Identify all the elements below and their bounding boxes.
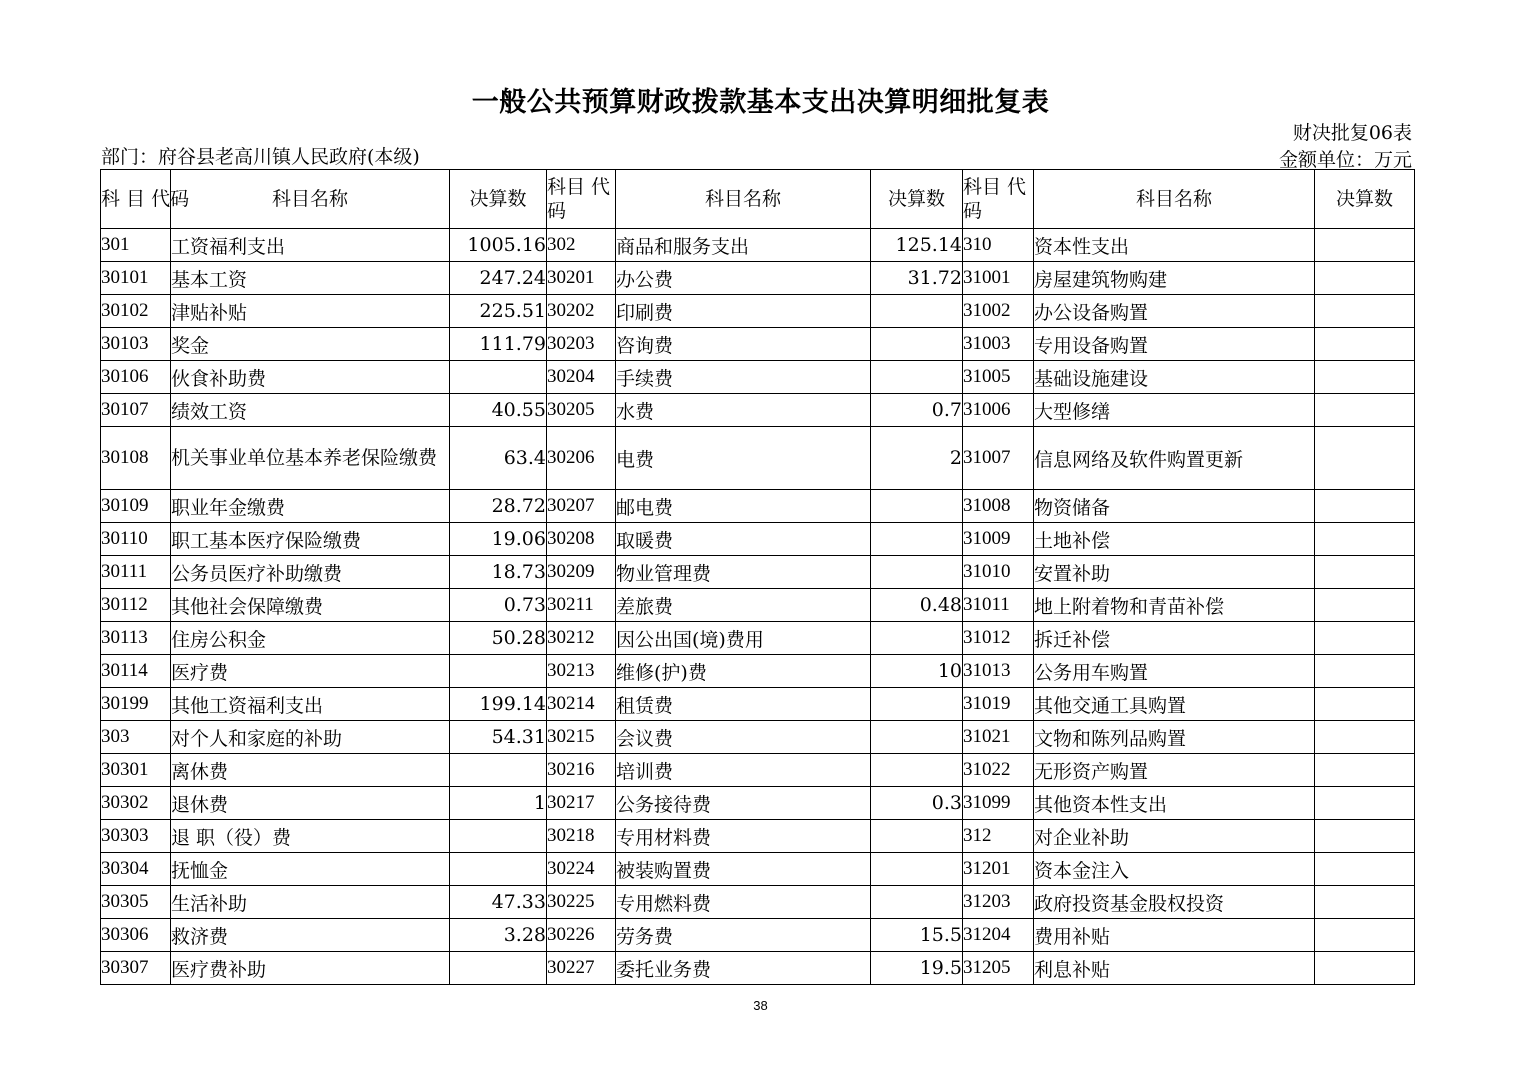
name-cell: 资本金注入 bbox=[1034, 853, 1315, 886]
name-cell: 其他交通工具购置 bbox=[1034, 688, 1315, 721]
name-cell: 公务接待费 bbox=[616, 787, 871, 820]
code-cell: 30207 bbox=[547, 490, 616, 523]
amount-cell: 2 bbox=[871, 427, 963, 490]
name-cell: 基础设施建设 bbox=[1034, 361, 1315, 394]
code-cell: 30113 bbox=[101, 622, 171, 655]
amount-cell bbox=[1315, 622, 1415, 655]
code-cell: 31001 bbox=[963, 262, 1034, 295]
code-cell: 30217 bbox=[547, 787, 616, 820]
table-row bbox=[101, 754, 1415, 787]
amount-cell bbox=[871, 622, 963, 655]
amount-cell bbox=[871, 688, 963, 721]
name-cell: 土地补偿 bbox=[1034, 523, 1315, 556]
header-name-3: 科目名称 bbox=[1034, 170, 1315, 229]
amount-cell: 225.51 bbox=[450, 295, 547, 328]
table-row bbox=[101, 295, 1415, 328]
code-cell: 31012 bbox=[963, 622, 1034, 655]
amount-cell bbox=[450, 952, 547, 985]
amount-cell bbox=[1315, 787, 1415, 820]
code-cell: 31008 bbox=[963, 490, 1034, 523]
amount-cell bbox=[871, 853, 963, 886]
amount-cell: 19.06 bbox=[450, 523, 547, 556]
name-cell: 费用补贴 bbox=[1034, 919, 1315, 952]
code-cell: 31005 bbox=[963, 361, 1034, 394]
amount-cell: 1 bbox=[450, 787, 547, 820]
table-row bbox=[101, 919, 1415, 952]
amount-cell: 63.4 bbox=[450, 427, 547, 490]
name-cell: 手续费 bbox=[616, 361, 871, 394]
name-cell: 职业年金缴费 bbox=[171, 490, 450, 523]
page-number: 38 bbox=[753, 998, 768, 1013]
table-row bbox=[101, 427, 1415, 490]
header-amount-1: 决算数 bbox=[450, 170, 547, 229]
table-row bbox=[101, 589, 1415, 622]
name-cell: 抚恤金 bbox=[171, 853, 450, 886]
name-cell: 其他资本性支出 bbox=[1034, 787, 1315, 820]
name-cell: 其他社会保障缴费 bbox=[171, 589, 450, 622]
amount-cell: 28.72 bbox=[450, 490, 547, 523]
code-cell: 30110 bbox=[101, 523, 171, 556]
name-cell: 医疗费 bbox=[171, 655, 450, 688]
amount-cell bbox=[1315, 262, 1415, 295]
amount-cell: 247.24 bbox=[450, 262, 547, 295]
name-cell: 对个人和家庭的补助 bbox=[171, 721, 450, 754]
amount-cell bbox=[871, 721, 963, 754]
name-cell: 咨询费 bbox=[616, 328, 871, 361]
amount-cell: 47.33 bbox=[450, 886, 547, 919]
amount-cell bbox=[871, 490, 963, 523]
name-cell: 工资福利支出 bbox=[171, 229, 450, 262]
code-cell: 30206 bbox=[547, 427, 616, 490]
name-cell: 物业管理费 bbox=[616, 556, 871, 589]
amount-cell bbox=[871, 328, 963, 361]
name-cell: 生活补助 bbox=[171, 886, 450, 919]
code-cell: 30218 bbox=[547, 820, 616, 853]
amount-cell bbox=[1315, 589, 1415, 622]
code-cell: 31019 bbox=[963, 688, 1034, 721]
name-cell: 办公费 bbox=[616, 262, 871, 295]
amount-cell: 40.55 bbox=[450, 394, 547, 427]
amount-cell bbox=[450, 361, 547, 394]
name-cell: 政府投资基金股权投资 bbox=[1034, 886, 1315, 919]
code-cell: 30227 bbox=[547, 952, 616, 985]
code-cell: 31002 bbox=[963, 295, 1034, 328]
code-cell: 30216 bbox=[547, 754, 616, 787]
table-row bbox=[101, 952, 1415, 985]
name-cell: 其他工资福利支出 bbox=[171, 688, 450, 721]
name-cell: 房屋建筑物购建 bbox=[1034, 262, 1315, 295]
amount-cell bbox=[450, 655, 547, 688]
form-number: 财决批复06表 bbox=[1292, 122, 1412, 144]
name-cell: 信息网络及软件购置更新 bbox=[1034, 427, 1315, 490]
header-name-1: 科目名称 bbox=[171, 170, 450, 229]
code-cell: 31205 bbox=[963, 952, 1034, 985]
amount-cell bbox=[1315, 394, 1415, 427]
code-cell: 31013 bbox=[963, 655, 1034, 688]
code-cell: 31009 bbox=[963, 523, 1034, 556]
code-cell: 31011 bbox=[963, 589, 1034, 622]
budget-detail-table bbox=[100, 169, 1415, 985]
name-cell: 无形资产购置 bbox=[1034, 754, 1315, 787]
code-cell: 31021 bbox=[963, 721, 1034, 754]
code-cell: 30304 bbox=[101, 853, 171, 886]
code-cell: 30112 bbox=[101, 589, 171, 622]
name-cell: 奖金 bbox=[171, 328, 450, 361]
code-cell: 30203 bbox=[547, 328, 616, 361]
code-cell: 30215 bbox=[547, 721, 616, 754]
code-cell: 30307 bbox=[101, 952, 171, 985]
amount-cell bbox=[871, 523, 963, 556]
code-cell: 30109 bbox=[101, 490, 171, 523]
code-cell: 30199 bbox=[101, 688, 171, 721]
table-row bbox=[101, 229, 1415, 262]
header-code-3: 科目 代码 bbox=[963, 170, 1034, 229]
table-row bbox=[101, 523, 1415, 556]
code-cell: 30114 bbox=[101, 655, 171, 688]
name-cell: 商品和服务支出 bbox=[616, 229, 871, 262]
amount-cell bbox=[1315, 556, 1415, 589]
name-cell: 绩效工资 bbox=[171, 394, 450, 427]
header-name-2: 科目名称 bbox=[616, 170, 871, 229]
amount-unit: 金额单位：万元 bbox=[1278, 149, 1412, 171]
code-cell: 310 bbox=[963, 229, 1034, 262]
amount-cell: 19.5 bbox=[871, 952, 963, 985]
name-cell: 公务员医疗补助缴费 bbox=[171, 556, 450, 589]
code-cell: 30306 bbox=[101, 919, 171, 952]
amount-cell: 1005.16 bbox=[450, 229, 547, 262]
name-cell: 基本工资 bbox=[171, 262, 450, 295]
code-cell: 30201 bbox=[547, 262, 616, 295]
code-cell: 31099 bbox=[963, 787, 1034, 820]
table-row bbox=[101, 556, 1415, 589]
amount-cell bbox=[871, 556, 963, 589]
code-cell: 31007 bbox=[963, 427, 1034, 490]
amount-cell bbox=[1315, 688, 1415, 721]
amount-cell bbox=[1315, 229, 1415, 262]
table-row bbox=[101, 820, 1415, 853]
name-cell: 物资储备 bbox=[1034, 490, 1315, 523]
name-cell: 培训费 bbox=[616, 754, 871, 787]
table-row bbox=[101, 853, 1415, 886]
header-code-1: 科 目 代码 bbox=[101, 170, 171, 229]
name-cell: 离休费 bbox=[171, 754, 450, 787]
code-cell: 31022 bbox=[963, 754, 1034, 787]
table-row bbox=[101, 721, 1415, 754]
name-cell: 劳务费 bbox=[616, 919, 871, 952]
code-cell: 31003 bbox=[963, 328, 1034, 361]
code-cell: 30301 bbox=[101, 754, 171, 787]
table-body bbox=[101, 229, 1415, 985]
amount-cell bbox=[450, 754, 547, 787]
amount-cell bbox=[1315, 361, 1415, 394]
code-cell: 312 bbox=[963, 820, 1034, 853]
amount-cell: 15.5 bbox=[871, 919, 963, 952]
amount-cell bbox=[1315, 721, 1415, 754]
name-cell: 伙食补助费 bbox=[171, 361, 450, 394]
amount-cell: 0.7 bbox=[871, 394, 963, 427]
amount-cell bbox=[450, 820, 547, 853]
code-cell: 30111 bbox=[101, 556, 171, 589]
name-cell: 电费 bbox=[616, 427, 871, 490]
amount-cell bbox=[450, 853, 547, 886]
table-title: 一般公共预算财政拨款基本支出决算明细批复表 bbox=[471, 87, 1050, 118]
amount-cell: 10 bbox=[871, 655, 963, 688]
name-cell: 专用设备购置 bbox=[1034, 328, 1315, 361]
name-cell: 水费 bbox=[616, 394, 871, 427]
name-cell: 退休费 bbox=[171, 787, 450, 820]
name-cell: 津贴补贴 bbox=[171, 295, 450, 328]
name-cell: 文物和陈列品购置 bbox=[1034, 721, 1315, 754]
name-cell: 安置补助 bbox=[1034, 556, 1315, 589]
table-row bbox=[101, 490, 1415, 523]
code-cell: 30214 bbox=[547, 688, 616, 721]
code-cell: 31010 bbox=[963, 556, 1034, 589]
name-cell: 拆迁补偿 bbox=[1034, 622, 1315, 655]
amount-cell bbox=[1315, 328, 1415, 361]
name-cell: 退 职（役）费 bbox=[171, 820, 450, 853]
code-cell: 31006 bbox=[963, 394, 1034, 427]
code-cell: 30205 bbox=[547, 394, 616, 427]
department-label: 部门：府谷县老高川镇人民政府(本级) bbox=[101, 146, 420, 168]
name-cell: 取暖费 bbox=[616, 523, 871, 556]
code-cell: 30103 bbox=[101, 328, 171, 361]
code-cell: 30302 bbox=[101, 787, 171, 820]
amount-cell: 3.28 bbox=[450, 919, 547, 952]
code-cell: 30202 bbox=[547, 295, 616, 328]
name-cell: 邮电费 bbox=[616, 490, 871, 523]
code-cell: 30101 bbox=[101, 262, 171, 295]
code-cell: 30108 bbox=[101, 427, 171, 490]
amount-cell bbox=[1315, 886, 1415, 919]
name-cell: 差旅费 bbox=[616, 589, 871, 622]
name-cell: 地上附着物和青苗补偿 bbox=[1034, 589, 1315, 622]
amount-cell bbox=[1315, 754, 1415, 787]
amount-cell: 125.14 bbox=[871, 229, 963, 262]
table-row bbox=[101, 655, 1415, 688]
code-cell: 30106 bbox=[101, 361, 171, 394]
amount-cell: 0.48 bbox=[871, 589, 963, 622]
name-cell: 印刷费 bbox=[616, 295, 871, 328]
name-cell: 住房公积金 bbox=[171, 622, 450, 655]
name-cell: 公务用车购置 bbox=[1034, 655, 1315, 688]
amount-cell: 199.14 bbox=[450, 688, 547, 721]
code-cell: 30225 bbox=[547, 886, 616, 919]
table-row bbox=[101, 622, 1415, 655]
code-cell: 31201 bbox=[963, 853, 1034, 886]
code-cell: 30213 bbox=[547, 655, 616, 688]
table-row bbox=[101, 262, 1415, 295]
amount-cell bbox=[1315, 952, 1415, 985]
name-cell: 资本性支出 bbox=[1034, 229, 1315, 262]
amount-cell: 54.31 bbox=[450, 721, 547, 754]
amount-cell: 111.79 bbox=[450, 328, 547, 361]
table-row bbox=[101, 886, 1415, 919]
amount-cell: 50.28 bbox=[450, 622, 547, 655]
table-row bbox=[101, 361, 1415, 394]
header-code-2: 科目 代码 bbox=[547, 170, 616, 229]
code-cell: 30305 bbox=[101, 886, 171, 919]
name-cell: 因公出国(境)费用 bbox=[616, 622, 871, 655]
amount-cell bbox=[1315, 919, 1415, 952]
name-cell: 会议费 bbox=[616, 721, 871, 754]
header-row bbox=[101, 170, 1415, 229]
name-cell: 机关事业单位基本养老保险缴费 bbox=[171, 427, 450, 490]
table-row bbox=[101, 328, 1415, 361]
code-cell: 30303 bbox=[101, 820, 171, 853]
name-cell: 专用材料费 bbox=[616, 820, 871, 853]
code-cell: 30107 bbox=[101, 394, 171, 427]
amount-cell bbox=[871, 295, 963, 328]
name-cell: 救济费 bbox=[171, 919, 450, 952]
amount-cell bbox=[871, 886, 963, 919]
amount-cell: 0.3 bbox=[871, 787, 963, 820]
code-cell: 31204 bbox=[963, 919, 1034, 952]
code-cell: 30209 bbox=[547, 556, 616, 589]
code-cell: 301 bbox=[101, 229, 171, 262]
amount-cell bbox=[1315, 295, 1415, 328]
name-cell: 对企业补助 bbox=[1034, 820, 1315, 853]
amount-cell bbox=[1315, 820, 1415, 853]
code-cell: 30204 bbox=[547, 361, 616, 394]
code-cell: 30226 bbox=[547, 919, 616, 952]
code-cell: 302 bbox=[547, 229, 616, 262]
amount-cell bbox=[1315, 853, 1415, 886]
amount-cell bbox=[871, 361, 963, 394]
name-cell: 医疗费补助 bbox=[171, 952, 450, 985]
amount-cell: 31.72 bbox=[871, 262, 963, 295]
code-cell: 30212 bbox=[547, 622, 616, 655]
amount-cell bbox=[871, 820, 963, 853]
table-row bbox=[101, 688, 1415, 721]
name-cell: 利息补贴 bbox=[1034, 952, 1315, 985]
table-row bbox=[101, 787, 1415, 820]
code-cell: 30208 bbox=[547, 523, 616, 556]
code-cell: 303 bbox=[101, 721, 171, 754]
name-cell: 大型修缮 bbox=[1034, 394, 1315, 427]
name-cell: 专用燃料费 bbox=[616, 886, 871, 919]
amount-cell bbox=[1315, 523, 1415, 556]
name-cell: 被装购置费 bbox=[616, 853, 871, 886]
header-amount-3: 决算数 bbox=[1315, 170, 1415, 229]
amount-cell bbox=[871, 754, 963, 787]
name-cell: 维修(护)费 bbox=[616, 655, 871, 688]
name-cell: 职工基本医疗保险缴费 bbox=[171, 523, 450, 556]
amount-cell bbox=[1315, 490, 1415, 523]
amount-cell: 0.73 bbox=[450, 589, 547, 622]
name-cell: 办公设备购置 bbox=[1034, 295, 1315, 328]
amount-cell: 18.73 bbox=[450, 556, 547, 589]
table-row bbox=[101, 394, 1415, 427]
name-cell: 委托业务费 bbox=[616, 952, 871, 985]
amount-cell bbox=[1315, 427, 1415, 490]
header-amount-2: 决算数 bbox=[871, 170, 963, 229]
code-cell: 30102 bbox=[101, 295, 171, 328]
code-cell: 30224 bbox=[547, 853, 616, 886]
code-cell: 31203 bbox=[963, 886, 1034, 919]
amount-cell bbox=[1315, 655, 1415, 688]
code-cell: 30211 bbox=[547, 589, 616, 622]
name-cell: 租赁费 bbox=[616, 688, 871, 721]
